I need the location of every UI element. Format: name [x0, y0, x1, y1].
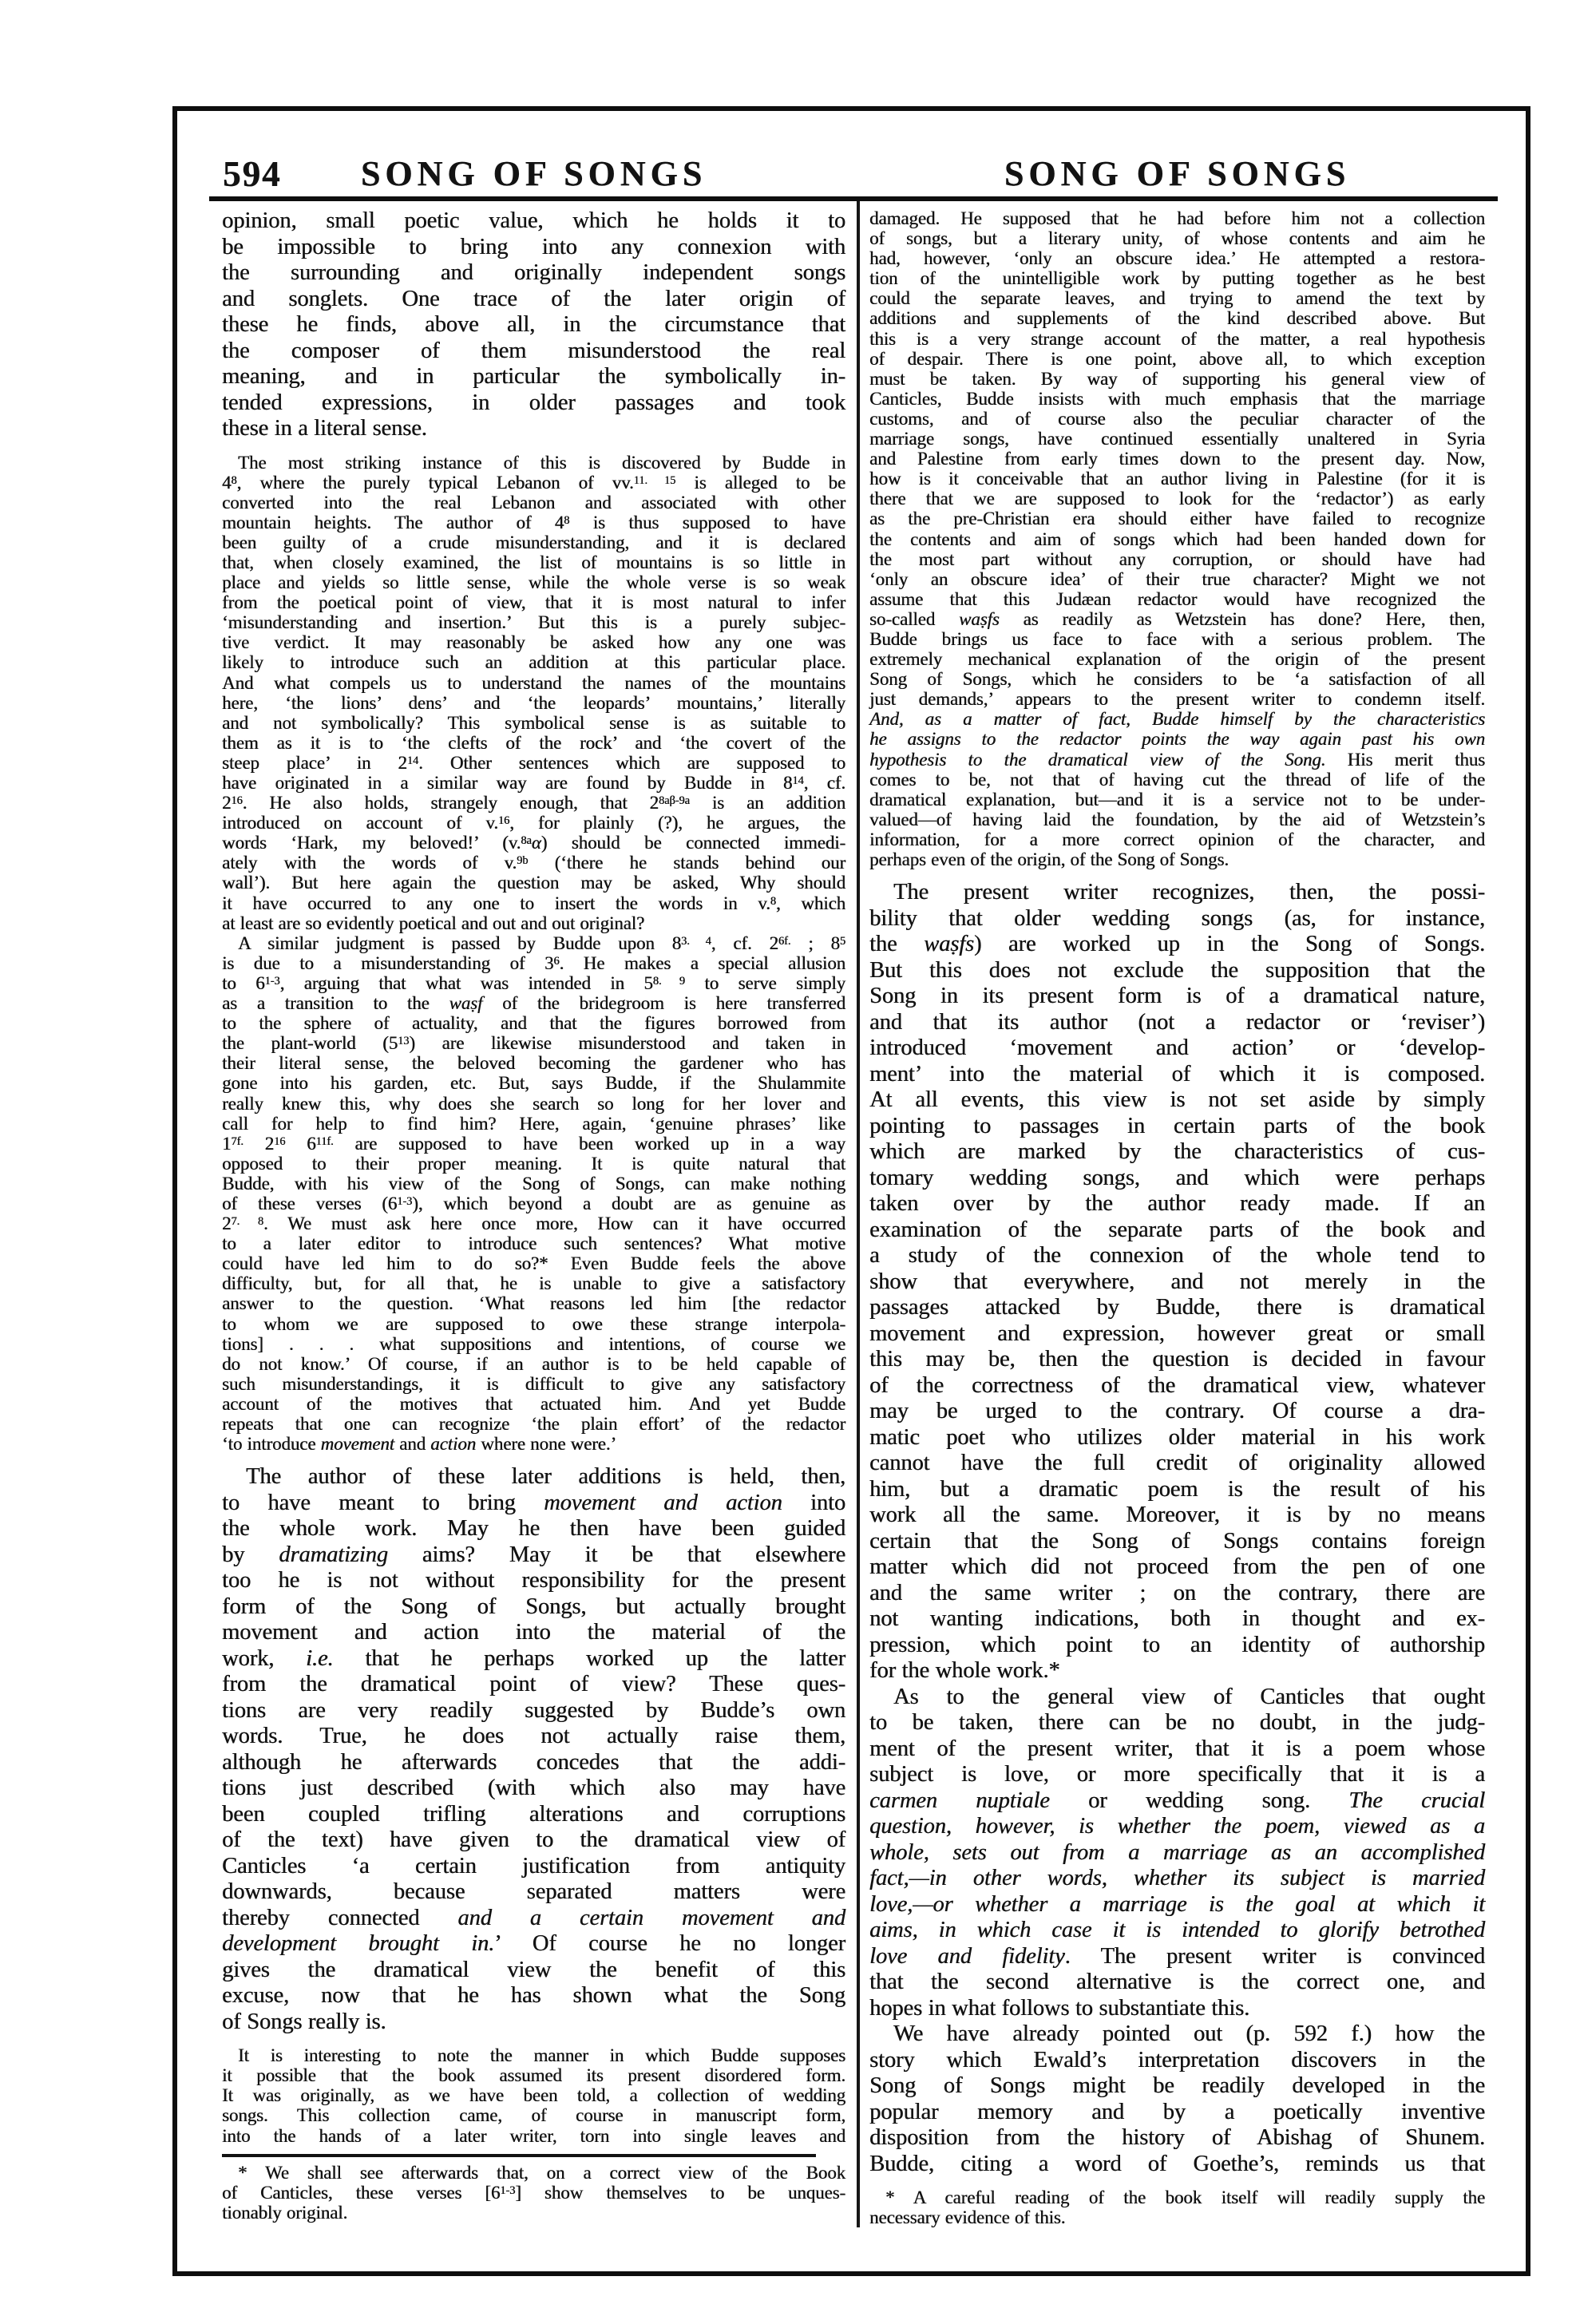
text-line: of the correctness of the dramatical view, whatever — [869, 1372, 1485, 1398]
text-line: And, as a matter of fact, Budde himself by the characteristics — [869, 709, 1485, 730]
text-line: how is it conceivable that an author living in Palestine (for it is — [869, 469, 1485, 489]
text-line: of Canticles, these verses [6$^{1-3}$] show themselves to be unques- — [222, 2182, 845, 2203]
text-line: repeats that one can recognize ‘the plain effort’ of the redactor — [222, 1414, 845, 1434]
text-line: form of the Song of Songs, but actually brought — [222, 1594, 845, 1619]
text-line: and not symbolically? This symbolical sense is as suitable to — [222, 712, 845, 733]
text-line: opposed to their proper meaning. It is quite natural that — [222, 1153, 845, 1174]
text-line: of these verses (6$^{1-3}$), which beyond a doubt are as genuine as — [222, 1193, 845, 1213]
text-line: As to the general view of Canticles that ought — [893, 1684, 1485, 1709]
text-line: * A careful reading of the book itself will readily supply the — [885, 2187, 1485, 2208]
text-line: that, when closely examined, the list of mountains is so little in — [222, 552, 845, 572]
text-line: the plant-world $(5^{13})$ are likewise misunderstood and taken in — [222, 1033, 845, 1054]
text-line: subject is love, or more specifically that it is a — [869, 1762, 1485, 1788]
text-line: Canticles ‘a certain justification from antiquity — [222, 1853, 845, 1879]
text-line: these in a literal sense. — [222, 416, 427, 441]
text-line: words. True, he does not actually raise them, — [222, 1724, 845, 1749]
text-line: could have led him to do so?* Even Budde feels the above — [222, 1253, 845, 1274]
text-line: downwards, because separated matters were — [222, 1879, 845, 1905]
text-line: It is interesting to note the manner in which Budde supposes — [238, 2045, 845, 2066]
header-rule — [209, 196, 1498, 201]
text-line: gives the dramatical view the benefit of this — [222, 1957, 845, 1982]
text-line: been coupled trifling alterations and corruptions — [222, 1801, 845, 1827]
text-line: must be taken. By way of supporting his general view of — [869, 368, 1485, 389]
fineprint-most-striking — [222, 453, 845, 933]
text-line: development brought in.’ Of course he no longer — [222, 1931, 845, 1957]
text-line: by dramatizing aims? May it be that elsewhere — [222, 1542, 845, 1567]
text-line: $1^{7f.}$ $2^{16}$ $6^{11f.}$ are supposed to have been worked up in a way — [222, 1133, 845, 1154]
text-column-left — [222, 208, 845, 2223]
text-line: question, however, is whether the poem, viewed as a — [869, 1814, 1485, 1839]
text-line: $4^8$, where the purely typical Lebanon of vv.$^{11. 15}$ is alleged to be — [222, 472, 845, 493]
text-line: from the poetical point of view, that it is most natural to infer — [222, 592, 845, 613]
text-line: ‘misunderstanding and insertion.’ But this is a purely subjec- — [222, 612, 845, 633]
text-line: marriage songs, have continued essentially unaltered in Syria — [869, 429, 1485, 449]
text-line: assume that this Judæan redactor would have recognized the — [869, 588, 1485, 609]
text-line: at least are so evidently poetical and out and out original? — [222, 913, 645, 933]
text-line: tion of the unintelligible work by putting together as he best — [869, 268, 1485, 289]
text-line: this is a very strange account of the matter, a real hypothesis — [869, 328, 1485, 349]
text-line: to be taken, there can be no doubt, in the judg- — [869, 1710, 1485, 1736]
text-line: just demands,’ appears to the present writer to condemn itself. — [869, 689, 1485, 710]
paragraph-opinion — [222, 208, 845, 442]
text-line: the contents and aim of songs which had been handed down for — [869, 529, 1485, 549]
text-line: popular memory and by a poetically inventive — [869, 2099, 1485, 2124]
text-line: tive verdict. It may reasonably be asked how any one was — [222, 632, 845, 653]
paragraph-present-writer — [869, 880, 1485, 1685]
text-line: their literal sense, the beloved becoming the gardener who has — [222, 1053, 845, 1074]
text-line: certain that the Song of Songs contains foreign — [869, 1528, 1485, 1554]
text-line: examination of the separate parts of the book and — [869, 1217, 1485, 1242]
text-line: not wanting indications, both in thought and ex- — [869, 1606, 1485, 1632]
text-line: do not know.’ Of course, if an author is to be held capable of — [222, 1353, 845, 1374]
text-line: The author of these later additions is held, then, — [246, 1464, 845, 1490]
text-line: At all events, this view is not set aside by simply — [869, 1087, 1485, 1113]
text-line: hopes in what follows to substantiate this. — [869, 1995, 1250, 2021]
text-line: for the whole work.* — [869, 1658, 1060, 1684]
text-line: additions and supplements of the kind described above. But — [869, 308, 1485, 329]
text-line: the most part without any corruption, or should have had — [869, 548, 1485, 569]
text-line: to have meant to bring movement and action into — [222, 1490, 845, 1515]
text-line: $2^{16}$. He also holds, strangely enough, that $2^{8a\beta-9a}$ is an addition — [222, 793, 845, 814]
text-line: as a transition to the waṣf of the bridegroom is here transferred — [222, 993, 845, 1014]
text-line: hypothesis to the dramatical view of the Song. His merit thus — [869, 749, 1485, 770]
text-line: and songlets. One trace of the later origin of — [222, 286, 845, 311]
text-line: perhaps even of the origin, of the Song of Songs. — [869, 849, 1229, 869]
text-line: difficulty, but, for all that, he is unable to give a satisfactory — [222, 1273, 845, 1294]
fineprint-similar-judgment — [222, 933, 845, 1454]
text-line: ment of the present writer, that it is a poem whose — [869, 1736, 1485, 1761]
text-line: which are marked by the characteristics of cus- — [869, 1139, 1485, 1165]
text-line: dramatical explanation, but—and it is a service not to be under- — [869, 789, 1485, 810]
text-line: he assigns to the redactor points the way again past his own — [869, 729, 1485, 750]
text-line: answer to the question. ‘What reasons led him [the redactor — [222, 1293, 845, 1314]
text-line: it possible that the book assumed its present disordered form. — [222, 2065, 845, 2086]
text-line: Song in its present form is of a dramatical nature, — [869, 984, 1485, 1009]
text-line: $2^{7. 8}$. We must ask here once more, How can it have occurred — [222, 1213, 846, 1234]
text-line: from the dramatical point of view? These ques- — [222, 1672, 845, 1697]
text-line: Budde, with his view of the Song of Songs, can make nothing — [222, 1173, 845, 1194]
text-line: converted into the real Lebanon and associated with other — [222, 492, 845, 513]
text-line: tionably original. — [222, 2202, 348, 2223]
text-line: had, however, ‘only an obscure idea.’ He attempted a restora- — [869, 248, 1485, 269]
text-line: Budde brings us face to face with a serious problem. The — [869, 628, 1485, 649]
text-line: damaged. He supposed that he had before him not a collection — [869, 208, 1485, 228]
text-line: as the pre-Christian era should either have failed to recognize — [869, 509, 1485, 529]
text-line: place and yields so little sense, while the whole verse is so weak — [222, 572, 845, 593]
text-line: call for help to find him? Here, again, ‘genuine phrases’ like — [222, 1113, 845, 1134]
text-line: there that we are supposed to look for the ‘redactor’) as early — [869, 489, 1485, 509]
text-line: and Palestine from early times down to the present day. Now, — [869, 449, 1485, 469]
text-line: such misunderstandings, it is difficult to give any satisfactory — [222, 1373, 845, 1394]
page-number: 594 — [223, 154, 282, 194]
text-line: customs, and of course also the peculiar character of the — [869, 408, 1485, 429]
text-line: gone into his garden, etc. But, says Budde, if the Shulammite — [222, 1073, 845, 1094]
text-line: introduced on account of v.$^{16}$, for plainly (?), he argues, the — [222, 813, 846, 833]
text-line: valued—of having laid the foundation, by the aid of Wetzstein’s — [869, 809, 1485, 829]
text-line: the whole work. May he then have been guided — [222, 1516, 845, 1542]
text-line: And what compels us to understand the names of the mountains — [222, 672, 845, 693]
text-line: tended expressions, in older passages and took — [222, 390, 845, 415]
text-line: opinion, small poetic value, which he holds it to — [222, 208, 845, 233]
text-line: bility that older wedding songs (as, for instance, — [869, 905, 1485, 931]
text-column-right — [869, 208, 1485, 2227]
text-line: likely to introduce such an addition at this particular place. — [222, 652, 845, 673]
text-line: pression, which point to an identity of authorship — [869, 1632, 1485, 1657]
text-line: tions] . . . what suppositions and intentions, of course we — [222, 1333, 845, 1354]
text-line: meaning, and in particular the symbolically in- — [222, 364, 845, 389]
text-line: be impossible to bring into any connexion with — [222, 234, 845, 259]
text-line: excuse, now that he has shown what the Song — [222, 1983, 845, 2009]
text-line: Canticles, Budde insists with much emphasis that the marriage — [869, 388, 1485, 409]
text-line: the composer of them misunderstood the real — [222, 338, 845, 363]
text-line: cannot have the full credit of originality allowed — [869, 1451, 1485, 1476]
text-line: comes to be, not that of having cut the thread of life of the — [869, 769, 1485, 790]
text-line: work, i.e. that he perhaps worked up the latter — [222, 1645, 845, 1671]
text-line: information, for a more correct opinion of the character, and — [869, 829, 1485, 849]
text-line: of the text) have given to the dramatical view of — [222, 1827, 845, 1853]
text-line: matic poet who utilizes older material in his work — [869, 1424, 1485, 1450]
text-line: fact,—in other words, whether its subject is married — [869, 1866, 1485, 1891]
column-divider-rule — [857, 201, 860, 2227]
text-line: tomary wedding songs, and which were perhaps — [869, 1165, 1485, 1190]
text-line: whole, sets out from a marriage as an accomplished — [869, 1839, 1485, 1865]
text-line: tions are very readily suggested by Budde’s own — [222, 1697, 845, 1723]
text-line: matter which did not proceed from the pen of one — [869, 1554, 1485, 1580]
text-line: this may be, then the question is decided in favour — [869, 1347, 1485, 1372]
text-line: although he afterwards concedes that the addi- — [222, 1749, 845, 1775]
text-line: necessary evidence of this. — [869, 2207, 1066, 2228]
text-line: to whom we are supposed to owe these strange interpola- — [222, 1313, 845, 1334]
text-line: movement and expression, however great or small — [869, 1320, 1485, 1346]
text-line: wall’). But here again the question may be asked, Why should — [222, 873, 845, 893]
text-line: introduced ‘movement and action’ or ‘develop- — [869, 1035, 1485, 1061]
text-line: the waṣfs) are worked up in the Song of Songs. — [869, 932, 1485, 957]
text-line: ‘only an obscure idea’ of their true character? Might we not — [869, 568, 1485, 589]
paragraph-already-pointed-out — [869, 2021, 1485, 2177]
text-line: a study of the connexion of the whole tend to — [869, 1243, 1485, 1269]
text-line: the surrounding and originally independent songs — [222, 260, 845, 285]
text-line: it have occurred to any one to insert the words in v.$^8$, which — [222, 893, 845, 913]
text-line: thereby connected and a certain movement and — [222, 1905, 845, 1930]
text-line: that the second alternative is the correct one, and — [869, 1970, 1485, 1995]
footnote-left — [222, 2163, 845, 2223]
paragraph-as-to-general-view — [869, 1685, 1485, 2022]
text-line: show that everywhere, and not merely in the — [869, 1269, 1485, 1294]
fineprint-damaged — [869, 208, 1485, 869]
text-line: The most striking instance of this is discovered by Budde in — [238, 452, 845, 473]
text-line: these he finds, above all, in the circumstance that — [222, 312, 845, 337]
text-line: to a later editor to introduce such sentences? What motive — [222, 1233, 845, 1254]
text-line: here, ‘the lions’ dens’ and ‘the leopards’ mountains,’ literally — [222, 692, 845, 713]
text-line: carmen nuptiale or wedding song. The crucial — [869, 1788, 1485, 1813]
text-line: too he is not without responsibility for the present — [222, 1568, 845, 1594]
text-line: A similar judgment is passed by Budde upon $8^{3. 4}$, cf. $2^{6f.}$ ; $8^5$ — [238, 932, 845, 953]
footnote-right — [869, 2187, 1485, 2227]
text-line: disposition from the history of Abishag of Shunem. — [869, 2125, 1485, 2151]
running-head-right: SONG OF SONGS — [1004, 154, 1351, 193]
text-line: movement and action into the material of the — [222, 1620, 845, 1645]
text-line: love and fidelity. The present writer is convinced — [869, 1943, 1485, 1969]
text-line: songs. This collection came, of course in manuscript form, — [222, 2105, 845, 2126]
text-line: love,—or whether a marriage is the goal at which it — [869, 1891, 1485, 1917]
text-line: extremely mechanical explanation of the origin of the present — [869, 649, 1485, 670]
text-line: aims, in which case it is intended to glorify betrothed — [869, 1918, 1485, 1943]
text-line: tions just described (with which also may have — [222, 1776, 845, 1801]
text-line: into the hands of a later writer, torn into single leaves and — [222, 2125, 845, 2146]
text-line: It was originally, as we have been told, a collection of wedding — [222, 2085, 845, 2106]
text-line: passages attacked by Budde, there is dramatical — [869, 1295, 1485, 1320]
text-line: so-called waṣfs as readily as Wetzstein has done? Here, then, — [869, 608, 1485, 629]
text-line: The present writer recognizes, then, the possi- — [893, 880, 1485, 905]
text-line: is due to a misunderstanding of $3^6$. He makes a special allusion — [222, 952, 846, 973]
text-line: Song of Songs, which he considers to be ‘a satisfaction of all — [869, 669, 1485, 690]
text-line: him, but a dramatic poem is the result of his — [869, 1476, 1485, 1502]
text-line: and that its author (not a redactor or ‘reviser’) — [869, 1009, 1485, 1035]
running-head-left: SONG OF SONGS — [360, 154, 707, 193]
text-line: and the same writer ; on the contrary, there are — [869, 1580, 1485, 1605]
text-line: really knew this, why does she search so long for her lover and — [222, 1093, 845, 1114]
text-line: mountain heights. The author of $4^8$ is thus supposed to have — [222, 512, 845, 533]
text-line: been guilty of a crude misunderstanding, and it is declared — [222, 532, 845, 552]
text-line: Budde, citing a word of Goethe’s, reminds us that — [869, 2151, 1485, 2176]
text-line: ately with the words of v.$^{9b}$ (‘there he stands behind our — [222, 853, 845, 873]
text-line: to 6$^{1-3}$, arguing that what was intended in $5^{8. 9}$ to serve simply — [222, 972, 845, 993]
text-line: We have already pointed out (p. 592 f.) how the — [893, 2021, 1485, 2047]
text-line: taken over by the author ready made. If an — [869, 1191, 1485, 1217]
text-line: account of the motives that actuated him. And yet Budde — [222, 1393, 845, 1414]
text-line: But this does not exclude the supposition that the — [869, 957, 1485, 983]
text-line: them as it is to ‘the clefts of the rock’ and ‘the covert of the — [222, 732, 845, 753]
text-line: may be urged to the contrary. Of course a dra- — [869, 1399, 1485, 1424]
text-line: ‘to introduce movement and action where none were.’ — [222, 1434, 617, 1455]
text-line: of Songs really is. — [222, 2009, 386, 2034]
text-line: story which Ewald’s interpretation discovers in the — [869, 2047, 1485, 2073]
text-line: * We shall see afterwards that, on a correct view of the Book — [238, 2162, 845, 2183]
text-line: of songs, but a literary unity, of whose contents and aim he — [869, 228, 1485, 249]
text-line: work all the same. Moreover, it is by no means — [869, 1502, 1485, 1528]
text-line: steep place’ in $2^{14}$. Other sentences which are supposed to — [222, 752, 845, 773]
text-line: words ‘Hark, my beloved!’ (v.$^{8a}$α) should be connected immedi- — [222, 833, 845, 853]
paragraph-author-of-additions — [222, 1464, 845, 2035]
text-line: Song of Songs might be readily developed in the — [869, 2073, 1485, 2099]
fineprint-interesting-to-note — [222, 2045, 845, 2145]
text-line: pointing to passages in certain parts of the book — [869, 1113, 1485, 1138]
text-line: to the sphere of actuality, and that the figures borrowed from — [222, 1013, 845, 1034]
text-line: of despair. There is one point, above all, to which exception — [869, 348, 1485, 369]
text-line: have originated in a similar way are found by Budde in $8^{14}$, cf. — [222, 773, 845, 793]
footnote-rule — [222, 2154, 816, 2157]
text-line: ment’ into the material of which it is composed. — [869, 1061, 1485, 1087]
text-line: could the separate leaves, and trying to amend the text by — [869, 288, 1485, 309]
